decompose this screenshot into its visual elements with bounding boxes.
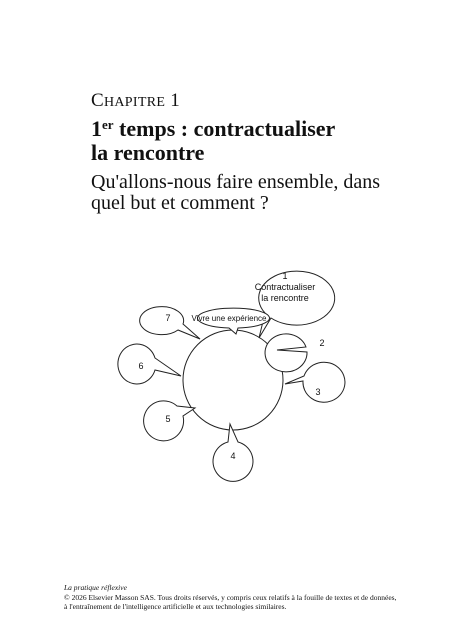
title-line1-rest: temps : contractualiser	[113, 116, 336, 141]
bubble-3-label: 3	[315, 387, 321, 397]
bubble-1-text-line1: Contractualiser	[254, 282, 316, 292]
bubble-4-label: 4	[230, 451, 236, 461]
title-superscript: er	[102, 117, 114, 132]
subtitle-line2: quel but et comment ?	[91, 192, 269, 214]
bubble-1-text-line2: la rencontre	[261, 293, 309, 303]
bubble-2-shape	[265, 334, 307, 372]
footer-book-title: La pratique réflexive	[64, 583, 127, 592]
chapter-label-initial: C	[91, 90, 104, 111]
bubble-1-number: 1	[282, 271, 288, 281]
chapter-number: 1	[170, 90, 181, 111]
chapter-label-rest: HAPITRE	[103, 95, 166, 110]
bubble-6-shape	[118, 344, 181, 384]
bubble-5-label: 5	[165, 414, 171, 424]
footer-copyright-line2: à l'entraînement de l'intelligence artificielle et aux technologies similaires.	[64, 602, 287, 611]
chapter-title-line2: la rencontre	[91, 140, 205, 165]
center-label: Vivre une expérience	[191, 314, 267, 323]
page-footer	[64, 583, 404, 612]
bubble-6-label: 6	[138, 361, 144, 371]
bubble-7-label: 7	[165, 313, 171, 323]
footer-copyright-line1: © 2026 Elsevier Masson SAS. Tous droits réservés, y compris ceux relatifs à la fouille de textes et de données,	[64, 592, 397, 602]
bubble-2-label: 2	[319, 338, 325, 348]
title-number: 1	[91, 116, 102, 141]
subtitle-line1: Qu'allons-nous faire ensemble, dans	[91, 171, 381, 193]
